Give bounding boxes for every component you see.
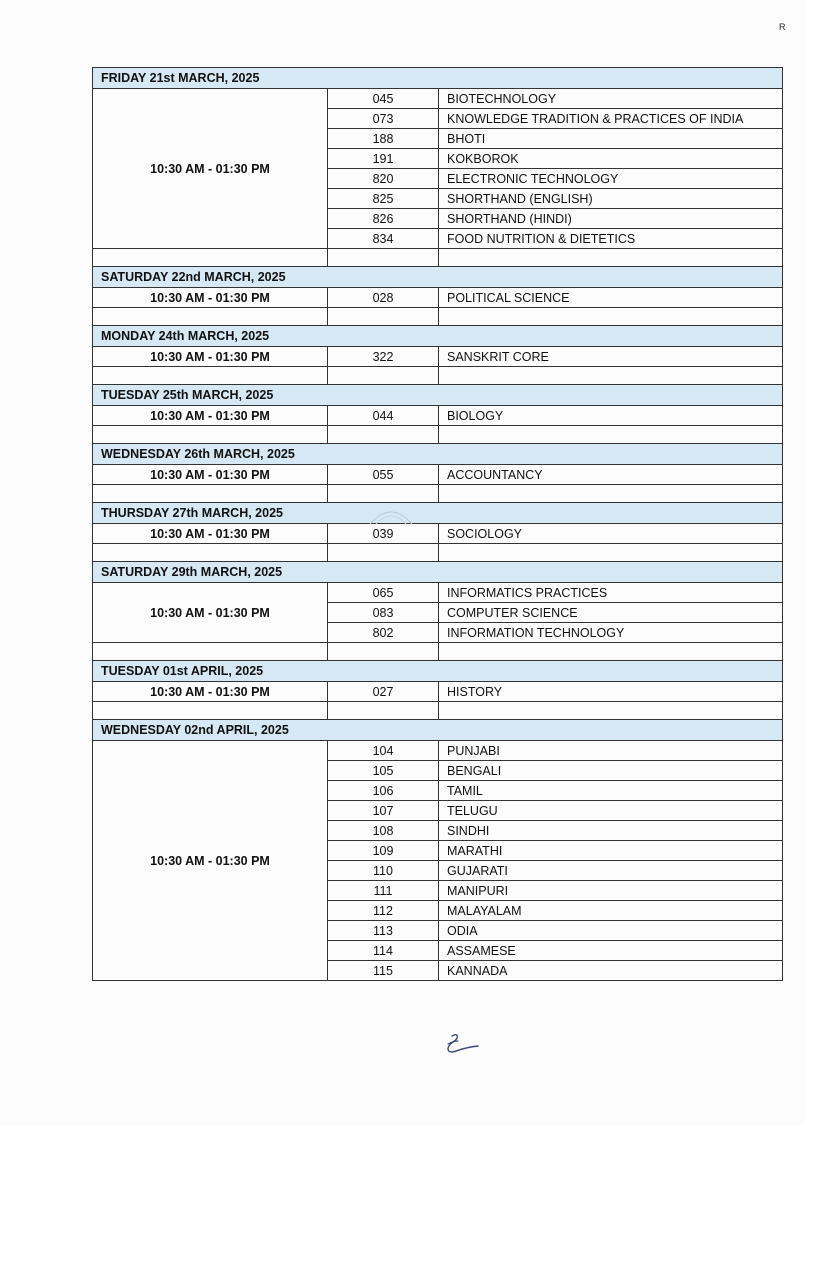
empty-cell [439,426,783,444]
subject-code: 111 [328,881,439,901]
subject-name: KNOWLEDGE TRADITION & PRACTICES OF INDIA [439,109,783,129]
subject-code: 115 [328,961,439,981]
seal-watermark [366,504,416,526]
date-header: SATURDAY 29th MARCH, 2025 [93,562,783,583]
date-header-row [93,562,783,583]
empty-cell [93,426,328,444]
date-header: FRIDAY 21st MARCH, 2025 [93,68,783,89]
subject-row [93,465,783,485]
subject-name: TAMIL [439,781,783,801]
subject-code: 044 [328,406,439,426]
subject-code: 802 [328,623,439,643]
empty-cell [439,643,783,661]
subject-code: 322 [328,347,439,367]
spacer-row [93,249,783,267]
subject-code: 820 [328,169,439,189]
empty-cell [93,249,328,267]
date-header-row [93,267,783,288]
schedule-body [93,68,783,981]
subject-code: 083 [328,603,439,623]
subject-code: 191 [328,149,439,169]
empty-cell [439,544,783,562]
subject-code: 110 [328,861,439,881]
subject-name: SOCIOLOGY [439,524,783,544]
subject-name: FOOD NUTRITION & DIETETICS [439,229,783,249]
subject-code: 108 [328,821,439,841]
exam-schedule [92,67,782,981]
subject-name: ELECTRONIC TECHNOLOGY [439,169,783,189]
exam-time: 10:30 AM - 01:30 PM [93,406,328,426]
exam-time: 10:30 AM - 01:30 PM [93,89,328,249]
subject-name: COMPUTER SCIENCE [439,603,783,623]
empty-cell [328,308,439,326]
subject-code: 045 [328,89,439,109]
empty-cell [328,367,439,385]
spacer-row [93,367,783,385]
subject-name: SHORTHAND (HINDI) [439,209,783,229]
empty-cell [439,308,783,326]
spacer-row [93,544,783,562]
subject-code: 104 [328,741,439,761]
empty-cell [93,308,328,326]
date-header: TUESDAY 01st APRIL, 2025 [93,661,783,682]
subject-code: 055 [328,465,439,485]
subject-name: ODIA [439,921,783,941]
exam-time: 10:30 AM - 01:30 PM [93,741,328,981]
empty-cell [439,702,783,720]
spacer-row [93,426,783,444]
date-header: WEDNESDAY 26th MARCH, 2025 [93,444,783,465]
subject-name: BIOTECHNOLOGY [439,89,783,109]
empty-cell [93,367,328,385]
exam-time: 10:30 AM - 01:30 PM [93,682,328,702]
spacer-row [93,643,783,661]
spacer-row [93,485,783,503]
subject-code: 188 [328,129,439,149]
date-header: THURSDAY 27th MARCH, 2025 [93,503,783,524]
date-header: TUESDAY 25th MARCH, 2025 [93,385,783,406]
empty-cell [93,485,328,503]
spacer-row [93,308,783,326]
date-header-row [93,503,783,524]
subject-name: BENGALI [439,761,783,781]
corner-mark: R [779,22,786,32]
subject-code: 825 [328,189,439,209]
empty-cell [328,485,439,503]
date-header-row [93,720,783,741]
date-header: SATURDAY 22nd MARCH, 2025 [93,267,783,288]
signature [438,1030,482,1058]
subject-code: 039 [328,524,439,544]
date-header: MONDAY 24th MARCH, 2025 [93,326,783,347]
empty-cell [93,544,328,562]
subject-code: 065 [328,583,439,603]
subject-name: BHOTI [439,129,783,149]
exam-time: 10:30 AM - 01:30 PM [93,288,328,308]
subject-name: INFORMATION TECHNOLOGY [439,623,783,643]
empty-cell [328,249,439,267]
date-header-row [93,444,783,465]
subject-name: MARATHI [439,841,783,861]
exam-time: 10:30 AM - 01:30 PM [93,583,328,643]
empty-cell [328,643,439,661]
subject-name: SINDHI [439,821,783,841]
subject-code: 107 [328,801,439,821]
exam-time: 10:30 AM - 01:30 PM [93,465,328,485]
empty-cell [93,643,328,661]
subject-row [93,406,783,426]
subject-name: ASSAMESE [439,941,783,961]
subject-row [93,288,783,308]
date-header-row [93,661,783,682]
subject-name: MANIPURI [439,881,783,901]
subject-code: 028 [328,288,439,308]
empty-cell [439,485,783,503]
subject-code: 106 [328,781,439,801]
subject-name: PUNJABI [439,741,783,761]
subject-code: 109 [328,841,439,861]
date-header-row [93,326,783,347]
subject-name: ACCOUNTANCY [439,465,783,485]
date-header-row [93,385,783,406]
subject-code: 112 [328,901,439,921]
empty-cell [439,249,783,267]
empty-cell [328,544,439,562]
subject-row [93,682,783,702]
subject-code: 834 [328,229,439,249]
subject-row [93,741,783,761]
subject-row [93,347,783,367]
subject-code: 826 [328,209,439,229]
empty-cell [439,367,783,385]
subject-code: 113 [328,921,439,941]
subject-code: 073 [328,109,439,129]
empty-cell [93,702,328,720]
subject-name: TELUGU [439,801,783,821]
subject-name: HISTORY [439,682,783,702]
subject-row [93,524,783,544]
subject-name: INFORMATICS PRACTICES [439,583,783,603]
subject-name: SHORTHAND (ENGLISH) [439,189,783,209]
schedule-table [92,67,783,981]
subject-code: 105 [328,761,439,781]
subject-name: POLITICAL SCIENCE [439,288,783,308]
exam-time: 10:30 AM - 01:30 PM [93,524,328,544]
empty-cell [328,702,439,720]
date-header-row [93,68,783,89]
subject-name: KANNADA [439,961,783,981]
subject-name: MALAYALAM [439,901,783,921]
subject-name: BIOLOGY [439,406,783,426]
exam-time: 10:30 AM - 01:30 PM [93,347,328,367]
subject-name: KOKBOROK [439,149,783,169]
subject-name: SANSKRIT CORE [439,347,783,367]
empty-cell [328,426,439,444]
subject-row [93,89,783,109]
subject-code: 114 [328,941,439,961]
subject-row [93,583,783,603]
spacer-row [93,702,783,720]
subject-code: 027 [328,682,439,702]
subject-name: GUJARATI [439,861,783,881]
date-header: WEDNESDAY 02nd APRIL, 2025 [93,720,783,741]
